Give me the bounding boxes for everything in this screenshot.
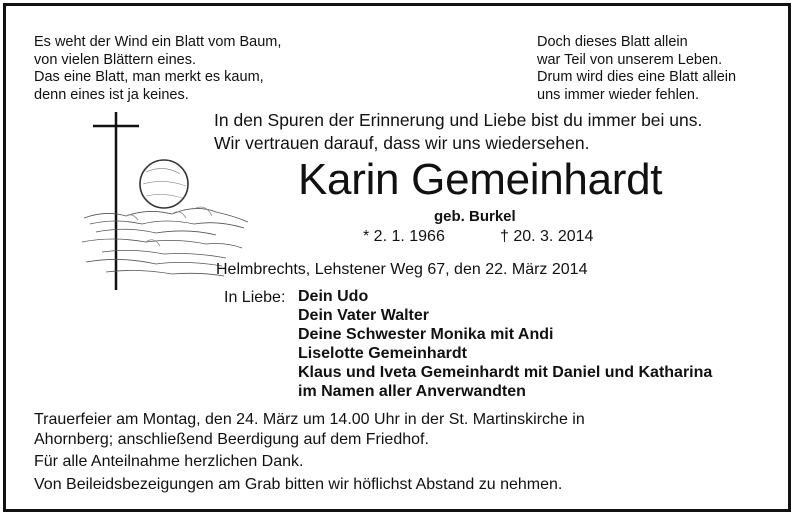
birth-date: * 2. 1. 1966 [363,228,445,245]
mourner: Liselotte Gemeinhardt [298,345,467,362]
place-date: Helmbrechts, Lehstener Weg 67, den 22. März 2014 [216,261,588,278]
mourners-list [298,287,712,401]
poem-left-line: Es weht der Wind ein Blatt vom Baum, [34,34,282,50]
poem-left-line: denn eines ist ja keines. [34,86,189,103]
funeral-line: Ahornberg; anschließend Beerdigung auf dem Friedhof. [34,430,429,448]
poem-left [34,34,281,104]
obituary-frame [3,3,791,512]
sun-icon [140,160,188,208]
poem-right [537,34,736,104]
motto-line: Wir vertrauen darauf, dass wir uns wiedersehen. [214,133,590,153]
footer-notes [34,410,585,494]
mourner: im Namen aller Anverwandten [298,383,526,400]
death-date: † 20. 3. 2014 [500,228,594,245]
request-line: Von Beileidsbezeigungen am Grab bitten wir höflichst Abstand zu nehmen. [34,475,563,493]
poem-right-line: uns immer wieder fehlen. [537,86,699,103]
cross-icon [93,112,139,290]
poem-right-line: war Teil von unserem Leben. [537,51,723,68]
mourner: Deine Schwester Monika mit Andi [298,326,554,343]
funeral-line: Trauerfeier am Montag, den 24. März um 14.00 Uhr in der St. Martinskirche in [34,411,585,428]
mourner: Klaus und Iveta Gemeinhardt mit Daniel und Katharina [298,364,713,381]
poem-left-line: Das eine Blatt, man merkt es kaum, [34,69,264,85]
motto-line: In den Spuren der Erinnerung und Liebe bist du immer bei uns. [214,110,703,130]
mourner: Dein Vater Walter [298,307,430,324]
deceased-name: Karin Gemeinhardt [298,155,663,204]
maiden-name: geb. Burkel [434,208,516,225]
poem-left-line: von vielen Blättern eines. [34,51,197,68]
poem-right-line: Drum wird dies eine Blatt allein [537,69,737,85]
mourner: Dein Udo [298,288,369,305]
motto [214,109,702,155]
thanks-line: Für alle Anteilnahme herzlichen Dank. [34,453,304,470]
poem-right-line: Doch dieses Blatt allein [537,34,688,50]
mourners-label: In Liebe: [224,289,286,306]
